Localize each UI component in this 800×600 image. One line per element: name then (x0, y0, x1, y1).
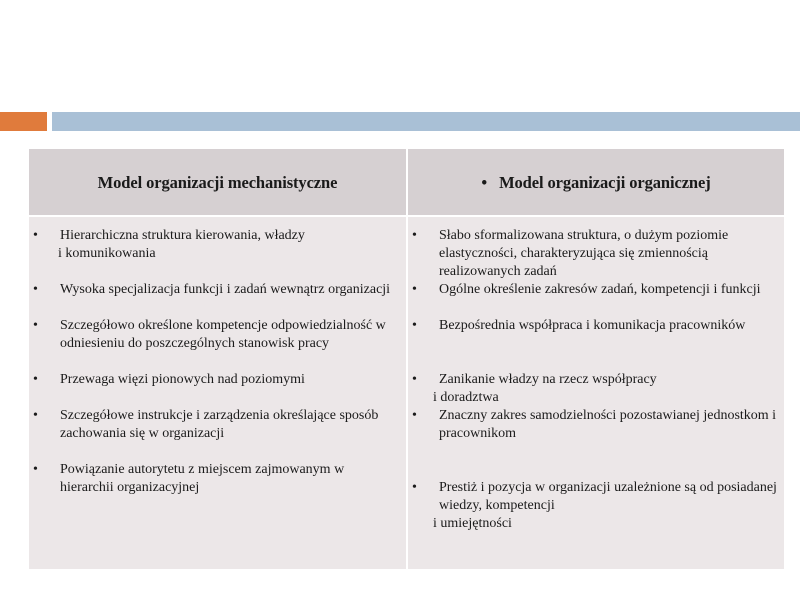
header-organic (408, 149, 784, 215)
list-item: • Ogólne określenie zakresów zadań, kompetencji i funkcji (412, 282, 761, 297)
list-item: • Hierarchiczna struktura kierowania, władzy (33, 228, 305, 243)
bullet-icon: • (412, 282, 417, 297)
mechanistic-list (29, 217, 406, 497)
table-header-row (29, 149, 784, 215)
bullet-icon: • (412, 318, 417, 333)
list-item: i umiejętności (433, 516, 512, 531)
header-mechanistic-label: Model organizacji mechanistyczne (97, 173, 338, 192)
bullet-icon: • (481, 173, 488, 192)
orange-accent-bar (0, 112, 47, 131)
list-item: • Wysoka specjalizacja funkcji i zadań wewnątrz organizacji (33, 282, 391, 297)
organic-cell (408, 215, 784, 569)
list-item: • Szczegółowe instrukcje i zarządzenia określające sposób zachowania się w organizacji (33, 408, 379, 441)
bullet-icon: • (412, 228, 417, 243)
list-item: • Bezpośrednia współpraca i komunikacja pracowników (412, 318, 746, 333)
bullet-icon: • (412, 372, 417, 387)
bullet-icon: • (33, 372, 38, 387)
bullet-icon: • (33, 462, 38, 477)
list-item: • Zanikanie władzy na rzecz współpracy (412, 372, 657, 387)
list-item: • Słabo sformalizowana struktura, o dużym poziomie elastyczności, charakteryzująca się zmiennością realizowanych zadań (412, 228, 729, 279)
mechanistic-cell (29, 215, 408, 569)
list-item: • Powiązanie autorytetu z miejscem zajmowanym w hierarchii organizacyjnej (33, 462, 345, 495)
list-item: • Prestiż i pozycja w organizacji uzależnione są od posiadanej wiedzy, kompetencji (412, 480, 777, 513)
bullet-icon: • (33, 408, 38, 423)
organic-list (408, 217, 784, 533)
list-item: • Szczegółowo określone kompetencje odpowiedzialność w odniesieniu do poszczególnych stanowisk pracy (33, 318, 386, 351)
bullet-icon: • (412, 408, 417, 423)
comparison-table (29, 149, 784, 569)
list-item: i doradztwa (433, 390, 499, 405)
table-body-row (29, 215, 784, 569)
bullet-icon: • (33, 318, 38, 333)
bullet-icon: • (33, 228, 38, 243)
list-item: • Przewaga więzi pionowych nad poziomymi (33, 372, 305, 387)
list-item: • Znaczny zakres samodzielności pozostawianej jednostkom i pracownikom (412, 408, 777, 441)
blue-accent-bar (52, 112, 800, 131)
header-mechanistic (29, 149, 408, 215)
bullet-icon: • (33, 282, 38, 297)
header-organic-label: Model organizacji organicznej (499, 173, 711, 192)
bullet-icon: • (412, 480, 417, 495)
list-item: i komunikowania (58, 246, 156, 261)
